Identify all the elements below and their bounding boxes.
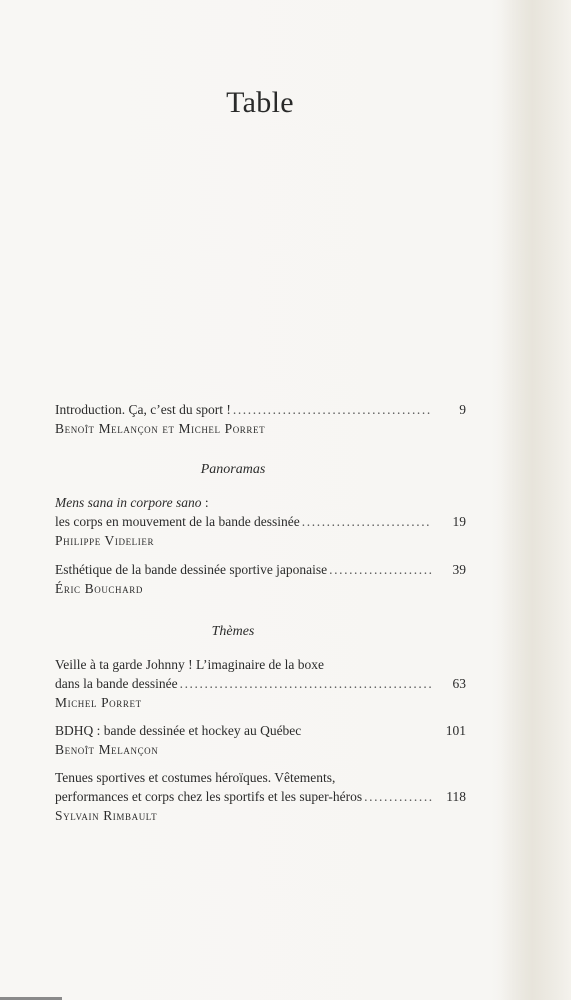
- leader-dots: [180, 674, 432, 693]
- toc-entry-author: Philippe Videlier: [55, 533, 155, 548]
- toc-entry-author: Éric Bouchard: [55, 581, 143, 596]
- page-number: 101: [445, 723, 466, 738]
- toc-entry-title-line2: les corps en mouvement de la bande dessinée: [55, 514, 300, 529]
- toc-entry-title: Veille à ta garde Johnny ! L’imaginaire de la boxe: [55, 657, 325, 672]
- toc-entry-title-line2: performances et corps chez les sportifs et les super-héros: [55, 789, 363, 804]
- toc-entry-line: [55, 400, 466, 419]
- toc-entry-line: [55, 787, 466, 806]
- leader-dots: [364, 787, 432, 806]
- page-number: 9: [459, 402, 466, 417]
- toc-entry-line: [55, 674, 466, 693]
- toc-entry-line: [55, 512, 466, 531]
- leader-dots: [233, 400, 432, 419]
- toc-entry-title: Tenues sportives et costumes héroïques. Vêtements,: [55, 770, 336, 785]
- page-edge-shadow: [501, 0, 571, 1000]
- toc-entry-author: Sylvain Rimbault: [55, 808, 158, 823]
- toc-entry-author: Benoît Melançon et Michel Porret: [55, 421, 266, 436]
- toc-entry-esthetique: [55, 560, 466, 598]
- page-number: 118: [446, 789, 466, 804]
- leader-dots: [302, 512, 432, 531]
- toc-entry-line: [55, 560, 466, 579]
- leader-dots: [329, 560, 432, 579]
- toc-entry-tenues: [55, 768, 466, 825]
- toc-entry-title: BDHQ : bande dessinée et hockey au Québec: [55, 723, 302, 738]
- toc-entry-line: [55, 721, 466, 740]
- toc-entry-author: Benoît Melançon: [55, 742, 159, 757]
- page-number: 63: [452, 676, 466, 691]
- page-title: Table: [226, 86, 294, 119]
- toc-entry-veille: [55, 655, 466, 712]
- section-heading-panoramas: Panoramas: [200, 462, 266, 477]
- section-heading-themes: Thèmes: [211, 624, 255, 639]
- toc-entry-author: Michel Porret: [55, 695, 142, 710]
- toc-entry-title: Introduction. Ça, c’est du sport !: [55, 402, 231, 417]
- toc-entry-title: [55, 493, 466, 512]
- toc-entry-bdhq: [55, 721, 466, 759]
- toc-entry-title: Esthétique de la bande dessinée sportive japonaise: [55, 562, 328, 577]
- toc-entry-title-rest: :: [201, 495, 209, 510]
- page-number: 39: [452, 562, 466, 577]
- toc-entry-mens-sana: [55, 493, 466, 550]
- toc-entry-introduction: [55, 400, 466, 438]
- toc-entry-title-italic: Mens sana in corpore sano: [55, 495, 202, 510]
- page-number: 19: [452, 514, 466, 529]
- toc-entry-title-line2: dans la bande dessinée: [55, 676, 178, 691]
